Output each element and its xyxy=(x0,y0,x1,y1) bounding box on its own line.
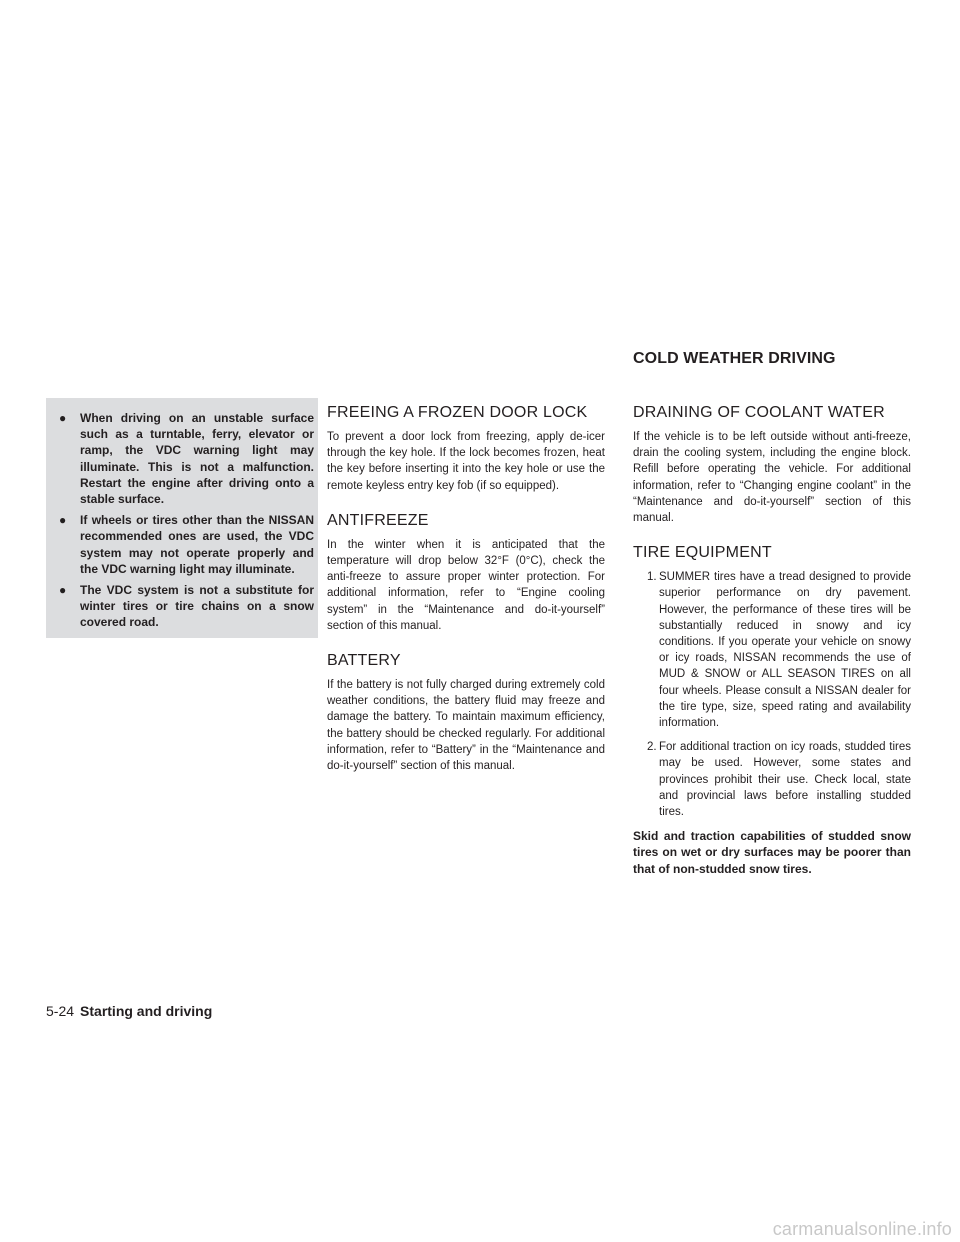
warning-item xyxy=(46,410,318,507)
list-item xyxy=(633,739,911,820)
bullet-icon: ● xyxy=(59,583,67,598)
list-text: For additional traction on icy roads, studded tires may be used. However, some states and provinces prohibit their use. Check local, state and provincial laws before installing studded tires. xyxy=(659,741,911,819)
antifreeze-heading: ANTIFREEZE xyxy=(327,511,429,529)
list-item xyxy=(633,569,911,731)
page-number: 5-24 xyxy=(46,1003,75,1019)
chapter-title: Starting and driving xyxy=(80,1003,213,1019)
watermark[interactable]: carmanualsonline.info xyxy=(772,1219,952,1239)
draining-heading: DRAINING OF COOLANT WATER xyxy=(633,404,885,421)
vdc-warning-box xyxy=(46,398,318,638)
warning-text: When driving on an unstable surface such as a turntable, ferry, elevator or ramp, the VDC warning light may illuminate. This is not a malfunction. Restart the engine after driving onto a stable surface. xyxy=(80,411,314,507)
list-text: SUMMER tires have a tread designed to provide superior performance on dry pavement. However, the performance of these tires will be substantially reduced in snowy and icy conditions. If you operate your vehicle on snowy or icy roads, NISSAN recommends the use of MUD & SNOW or ALL SEASON TIRES on all four wheels. Please consult a NISSAN dealer for the tire type, size, speed rating and availability information. xyxy=(659,571,911,730)
list-number: 2. xyxy=(647,741,657,754)
bullet-icon: ● xyxy=(59,411,67,425)
page-footer xyxy=(46,1003,212,1019)
warning-text: The VDC system is not a substitute for winter tires or tire chains on a snow covered road. xyxy=(80,583,314,630)
warning-text: If wheels or tires other than the NISSAN recommended ones are used, the VDC system may not operate properly and the VDC warning light may illuminate. xyxy=(80,513,314,576)
right-column xyxy=(633,404,911,877)
studded-tire-note: Skid and traction capabilities of studded snow tires on wet or dry surfaces may be poorer than that of non-studded snow tires. xyxy=(633,829,911,876)
freeing-body: To prevent a door lock from freezing, apply de-icer through the key hole. If the lock becomes frozen, heat the key before inserting it into the key hole or use the remote keyless entry key fob (if so equipped). xyxy=(327,431,605,492)
middle-column xyxy=(327,404,605,782)
tire-heading: TIRE EQUIPMENT xyxy=(633,544,772,562)
battery-heading: BATTERY xyxy=(327,652,401,670)
battery-body: If the battery is not fully charged during extremely cold weather conditions, the battery fluid may freeze and damage the battery. To maintain maximum efficiency, the battery should be checked regularly. For additional information, refer to “Battery” in the “Maintenance and do-it-yourself” section of this manual. xyxy=(327,679,605,773)
warning-item xyxy=(46,582,318,631)
section-title: COLD WEATHER DRIVING xyxy=(633,350,836,367)
bullet-icon: ● xyxy=(59,513,67,528)
antifreeze-body: In the winter when it is anticipated that the temperature will drop below 32°F (0°C), check the anti-freeze to assure proper winter protection. For additional information, refer to “Engine cooling system” in the “Maintenance and do-it-yourself” section of this manual. xyxy=(327,538,605,632)
warning-item xyxy=(46,512,318,577)
draining-body: If the vehicle is to be left outside without anti-freeze, drain the cooling system, including the engine block. Refill before operating the vehicle. For additional information, refer to “Changing engine coolant” in the “Maintenance and do-it-yourself” section of this manual. xyxy=(633,431,911,525)
list-number: 1. xyxy=(647,571,657,584)
freeing-heading: FREEING A FROZEN DOOR LOCK xyxy=(327,404,588,421)
